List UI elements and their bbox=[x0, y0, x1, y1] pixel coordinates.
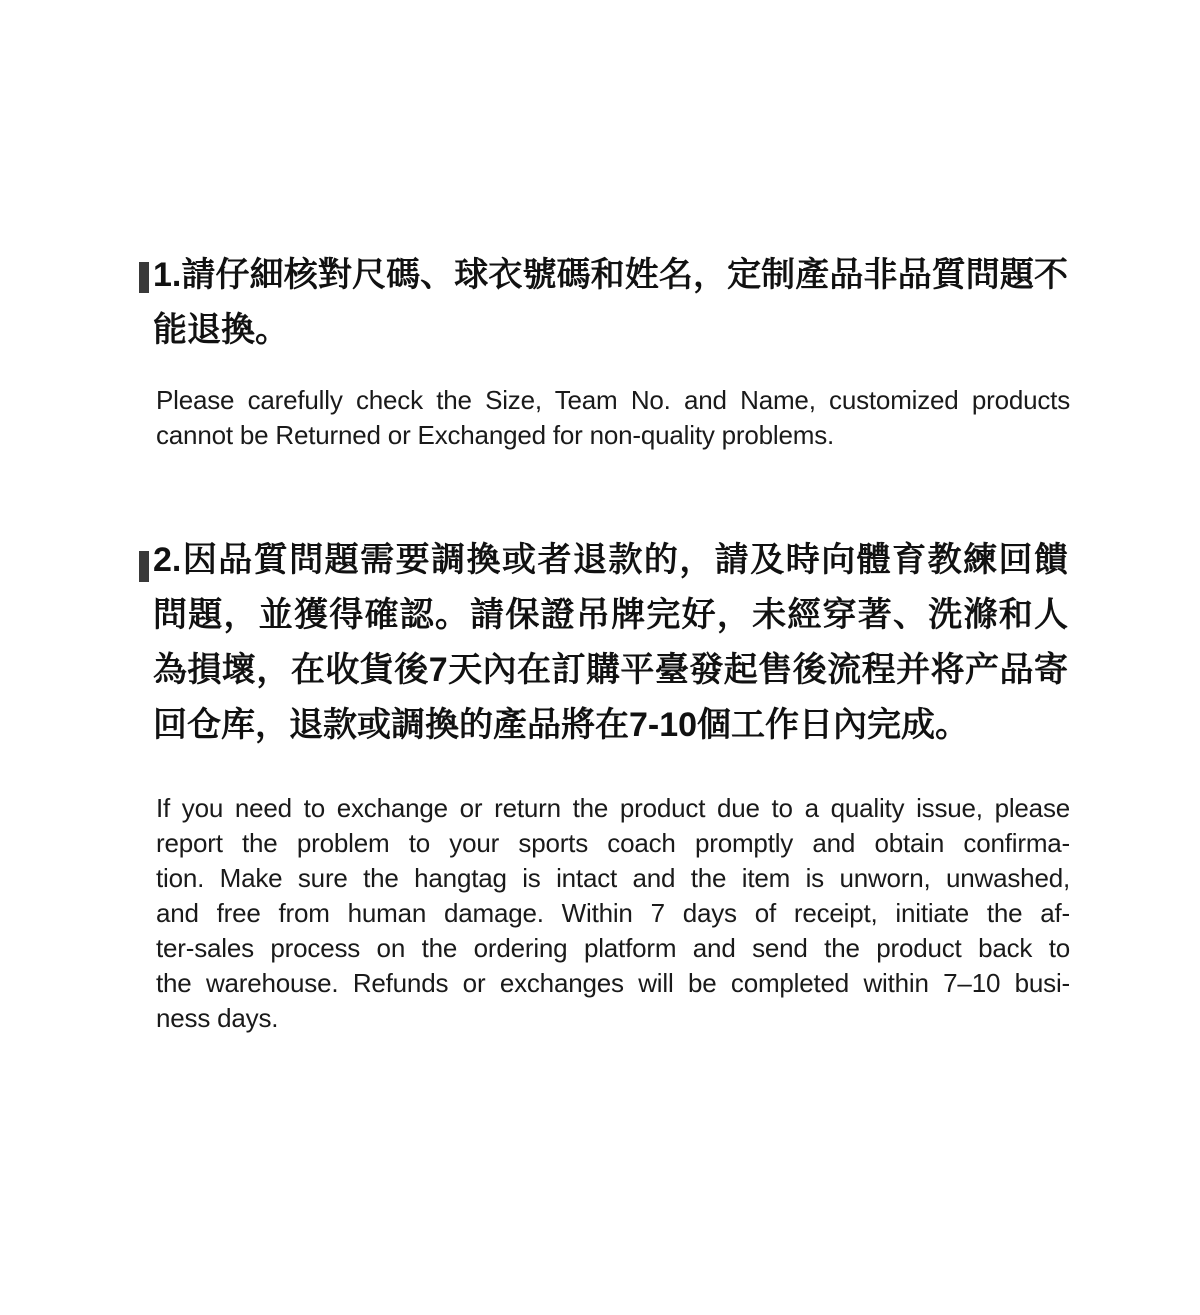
section-2-body-line-2: report the problem to your sports coach promptly and obtain confirma- bbox=[156, 828, 1070, 858]
section-2-body-en bbox=[156, 791, 1070, 1036]
section-2-heading-zh bbox=[153, 533, 1068, 753]
section-1-heading-line-2: 能退換。 bbox=[153, 311, 289, 349]
section-1-heading-line-1: 1.請仔細核對尺碼、球衣號碼和姓名，定制產品非品質問題不 bbox=[153, 256, 1068, 294]
section-2-heading-line-1: 2.因品質問題需要調換或者退款的，請及時向體育教練回饋 bbox=[153, 541, 1068, 579]
section-2-body-line-4: and free from human damage. Within 7 days of receipt, initiate the af- bbox=[156, 898, 1070, 928]
section-2-body-line-3: tion. Make sure the hangtag is intact and the item is unworn, unwashed, bbox=[156, 863, 1070, 893]
section-2-marker-bar bbox=[139, 551, 149, 582]
section-1-heading-zh bbox=[153, 248, 1068, 358]
section-1-marker-bar bbox=[139, 262, 149, 293]
section-1-body-line-1: Please carefully check the Size, Team No. and Name, customized products bbox=[156, 385, 1070, 415]
section-2-body-line-5: ter-sales process on the ordering platform and send the product back to bbox=[156, 933, 1070, 963]
section-2-heading-line-3: 為損壞，在收貨後7天內在訂購平臺發起售後流程并将产品寄 bbox=[153, 651, 1068, 689]
section-1-body-line-2: cannot be Returned or Exchanged for non-quality problems. bbox=[156, 420, 835, 450]
section-1-body-en bbox=[156, 383, 1070, 453]
section-2-body-line-1: If you need to exchange or return the product due to a quality issue, please bbox=[156, 793, 1070, 823]
section-2-heading-line-2: 問題，並獲得確認。請保證吊牌完好，未經穿著、洗滌和人 bbox=[153, 596, 1068, 634]
section-2-body-line-7: ness days. bbox=[156, 1003, 279, 1033]
section-2-body-line-6: the warehouse. Refunds or exchanges will be completed within 7–10 busi- bbox=[156, 968, 1070, 998]
section-2-heading-line-4: 回仓库，退款或調換的產品將在7-10個工作日內完成。 bbox=[153, 706, 970, 744]
